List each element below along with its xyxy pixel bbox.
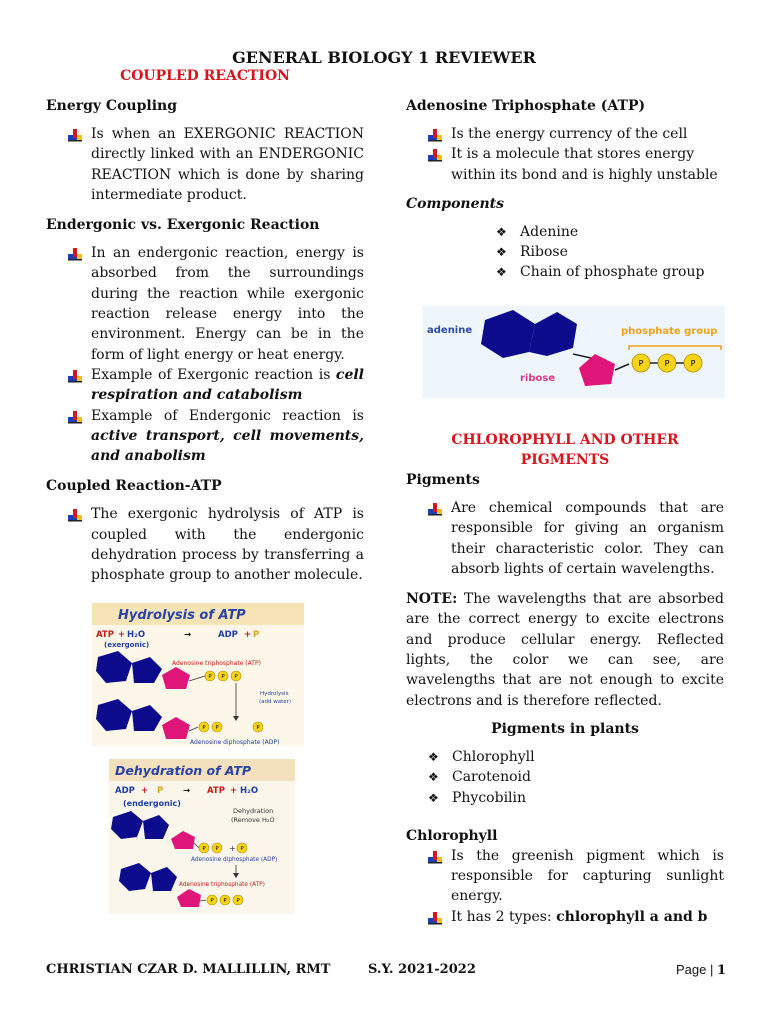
- list-item: In an endergonic reaction, energy is absorbed from the surroundings during the reaction while exergonic reaction release energy into the environment. Energy can be in the form of light energy or heat energy.: [67, 243, 364, 365]
- svg-text:(add water): (add water): [259, 699, 292, 705]
- left-column: [46, 98, 364, 586]
- bullet-icon: [427, 848, 443, 864]
- diamond-bullet-icon: ❖: [496, 265, 507, 280]
- svg-text:ribose: ribose: [520, 373, 556, 384]
- hydrolysis-figure: [92, 603, 304, 746]
- bullet-icon: [427, 146, 443, 162]
- svg-text:phosphate group: phosphate group: [621, 326, 718, 337]
- list-item: Are chemical compounds that are responsible for giving an organism their characteristic color. They can absorb lights of certain wavelengths.: [427, 498, 724, 579]
- svg-text:P: P: [223, 898, 227, 904]
- coupled-atp-heading: Coupled Reaction-ATP: [46, 478, 222, 495]
- bullet-icon: [67, 408, 83, 424]
- hydrolysis-title: Hydrolysis of ATP: [118, 608, 246, 623]
- svg-text:ATP: ATP: [96, 630, 114, 640]
- right-column: [406, 98, 724, 283]
- dehydration-figure: [109, 759, 295, 914]
- svg-text:→: →: [183, 786, 191, 796]
- atp-heading: Adenosine Triphosphate (ATP): [406, 98, 646, 114]
- footer-school-year: S.Y. 2021-2022: [368, 962, 476, 977]
- chlorophyll-heading: Chlorophyll: [406, 827, 498, 844]
- svg-text:+: +: [229, 844, 236, 853]
- svg-text:+: +: [141, 786, 149, 796]
- footer-page: Page | 1: [676, 962, 727, 978]
- svg-text:P: P: [256, 725, 260, 731]
- svg-text:H₂O: H₂O: [127, 630, 146, 640]
- svg-text:Adenosine diphosphate (ADP): Adenosine diphosphate (ADP): [191, 857, 278, 863]
- bullet-icon: [427, 500, 443, 516]
- atp-structure-figure: [423, 306, 725, 398]
- bullet-icon: [67, 126, 83, 142]
- list-item: ❖ Chlorophyll: [428, 747, 724, 767]
- svg-text:Adenosine triphosphate (ATP): Adenosine triphosphate (ATP): [172, 660, 261, 667]
- svg-text:P: P: [690, 359, 696, 368]
- svg-text:+: +: [244, 630, 252, 640]
- svg-text:+: +: [230, 786, 238, 796]
- list-item: ❖ Adenine: [496, 222, 724, 242]
- list-item: The exergonic hydrolysis of ATP is coupled with the endergonic dehydration process by transferring a phosphate group to another molecule.: [67, 504, 364, 585]
- diamond-bullet-icon: ❖: [428, 770, 439, 785]
- pigments-in-plants-heading: Pigments in plants: [491, 720, 639, 737]
- svg-text:Hydrolysis: Hydrolysis: [260, 691, 289, 697]
- svg-text:Adenosine triphosphate (ATP): Adenosine triphosphate (ATP): [179, 882, 265, 888]
- svg-text:P: P: [234, 674, 238, 680]
- bullet-icon: [67, 245, 83, 261]
- chlorophyll-section-title: CHLOROPHYLL AND OTHER PIGMENTS: [451, 432, 679, 468]
- svg-text:P: P: [157, 786, 164, 796]
- list-item: It has 2 types: chlorophyll a and b: [427, 907, 724, 927]
- diamond-bullet-icon: ❖: [496, 245, 507, 260]
- pigments-heading: Pigments: [406, 472, 480, 488]
- svg-text:ADP: ADP: [218, 630, 238, 640]
- svg-text:adenine: adenine: [427, 325, 473, 336]
- svg-text:P: P: [208, 674, 212, 680]
- diamond-bullet-icon: ❖: [428, 749, 439, 764]
- svg-text:P: P: [215, 846, 219, 852]
- svg-text:ADP: ADP: [115, 786, 135, 796]
- svg-text:Adenosine diphosphate (ADP): Adenosine diphosphate (ADP): [190, 739, 280, 746]
- components-list: [496, 222, 724, 283]
- svg-text:(Remove H₂O: (Remove H₂O: [231, 816, 275, 824]
- note-paragraph: NOTE: The wavelengths that are absorbed are the correct energy to excite electrons and produce cellular energy. Reflected lights, the color we can see, are wavelengths that are not enough to excite electrons and is therefore reflected.: [406, 591, 724, 709]
- list-item: ❖ Phycobilin: [428, 788, 724, 808]
- svg-text:P: P: [202, 725, 206, 731]
- energy-coupling-heading: Energy Coupling: [46, 98, 177, 114]
- bullet-icon: [67, 367, 83, 383]
- components-heading: Components: [406, 195, 505, 212]
- bullet-icon: [427, 909, 443, 925]
- list-item: ❖ Ribose: [496, 242, 724, 262]
- svg-text:+: +: [118, 630, 126, 640]
- right-column-lower: [406, 430, 724, 927]
- svg-text:P: P: [253, 630, 260, 640]
- svg-text:(exergonic): (exergonic): [104, 641, 150, 649]
- svg-text:P: P: [210, 898, 214, 904]
- diamond-bullet-icon: ❖: [496, 224, 507, 239]
- svg-text:→: →: [184, 630, 192, 640]
- svg-text:Dehydration: Dehydration: [233, 807, 274, 815]
- svg-text:P: P: [202, 846, 206, 852]
- svg-text:ATP: ATP: [207, 786, 225, 796]
- list-item: Is the greenish pigment which is responsible for capturing sunlight energy.: [427, 846, 724, 907]
- svg-text:P: P: [221, 674, 225, 680]
- pigments-list: [428, 747, 724, 808]
- svg-text:P: P: [664, 359, 670, 368]
- endo-exo-heading: Endergonic vs. Exergonic Reaction: [46, 217, 320, 234]
- diamond-bullet-icon: ❖: [428, 790, 439, 805]
- svg-text:P: P: [215, 725, 219, 731]
- svg-text:P: P: [240, 846, 244, 852]
- list-item: ❖ Chain of phosphate group: [496, 262, 724, 282]
- bullet-icon: [427, 126, 443, 142]
- footer-author: CHRISTIAN CZAR D. MALLILLIN, RMT: [46, 962, 331, 977]
- section-title: COUPLED REACTION: [120, 68, 290, 84]
- dehydration-title: Dehydration of ATP: [115, 763, 252, 778]
- list-item: Example of Endergonic reaction is active transport, cell movements, and anabolism: [67, 406, 364, 467]
- list-item: Example of Exergonic reaction is cell respiration and catabolism: [67, 365, 364, 406]
- list-item: It is a molecule that stores energy within its bond and is highly unstable: [427, 144, 724, 185]
- page-title: GENERAL BIOLOGY 1 REVIEWER: [232, 48, 536, 67]
- list-item: Is when an EXERGONIC REACTION directly linked with an ENDERGONIC REACTION which is done by sharing intermediate product.: [67, 124, 364, 205]
- svg-text:P: P: [638, 359, 644, 368]
- svg-text:H₂O: H₂O: [240, 786, 259, 796]
- svg-text:P: P: [236, 898, 240, 904]
- list-item: Is the energy currency of the cell: [427, 124, 724, 144]
- bullet-icon: [67, 506, 83, 522]
- list-item: ❖ Carotenoid: [428, 767, 724, 787]
- svg-text:(endergonic): (endergonic): [123, 799, 181, 808]
